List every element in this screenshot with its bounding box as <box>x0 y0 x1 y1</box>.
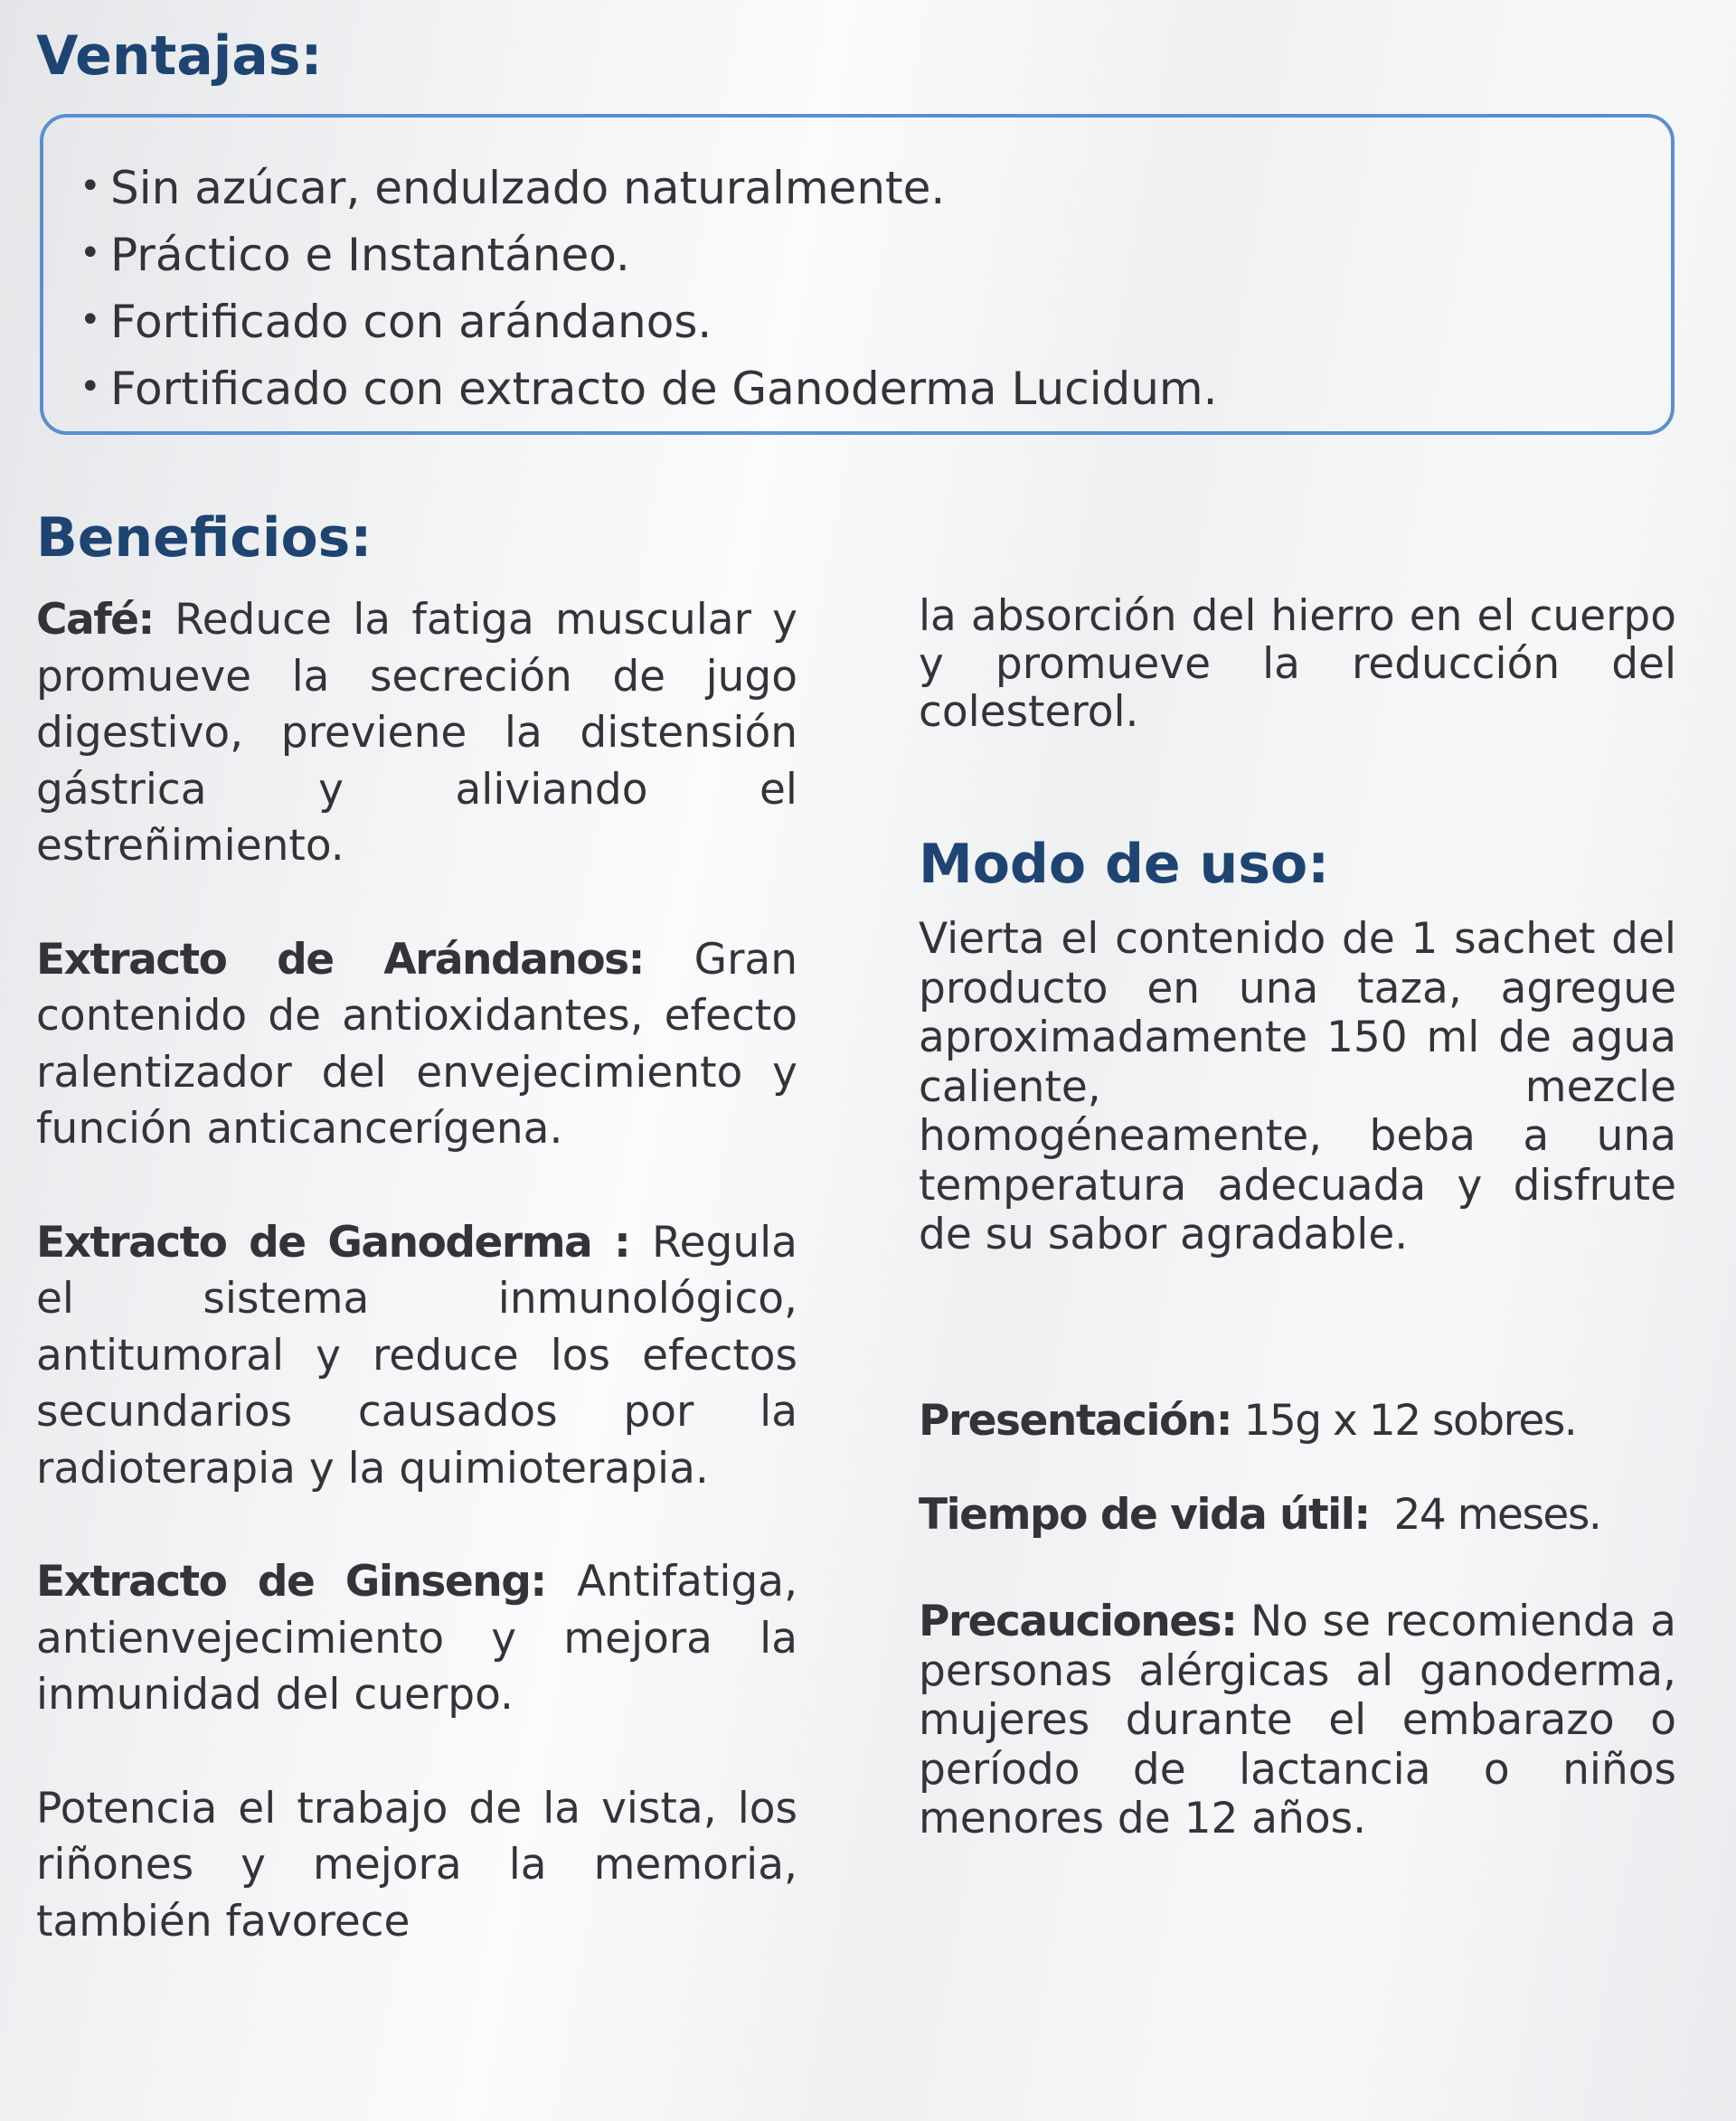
presentacion-value: 15g x 12 sobres. <box>1231 1396 1577 1446</box>
advantages-box <box>40 114 1675 435</box>
presentacion-line <box>919 1396 1577 1446</box>
benefit-ganoderma <box>36 1215 797 1498</box>
benefit-text: Antifatiga, antienvejecimiento y mejora la inmunidad del cuerpo. <box>36 1557 798 1720</box>
modo-de-uso-heading: Modo de uso: <box>919 833 1330 896</box>
benefits-right-column <box>919 592 1676 736</box>
modo-de-uso-text: Vierta el contenido de 1 sachet del producto en una taza, agregue aproximadamente 150 ml de agua caliente, mezcle homogéneamente, beba a una temperatura adecuada y disfrute de su sabor agradable. <box>919 914 1676 1259</box>
vida-util-line <box>919 1490 1601 1540</box>
list-item <box>80 288 1671 354</box>
benefit-text: Reduce la fatiga muscular y promueve la secreción de jugo digestivo, previene la distensión gástrica y aliviando el estreñimiento. <box>36 595 797 871</box>
benefits-left-column <box>36 592 797 1950</box>
list-item <box>80 221 1671 288</box>
vida-util-label: Tiempo de vida útil: <box>919 1490 1370 1540</box>
precauciones-text: No se recomienda a personas alérgicas al ganoderma, mujeres durante el embarazo o período de lactancia o niños menores de 12 años. <box>919 1597 1676 1843</box>
benefit-cafe <box>36 592 797 875</box>
benefit-label: Extracto de Ginseng: <box>36 1557 546 1607</box>
precauciones-paragraph <box>919 1598 1676 1844</box>
vida-util-value: 24 meses. <box>1369 1490 1601 1540</box>
list-item <box>80 154 1671 221</box>
advantages-list <box>80 154 1671 421</box>
benefit-arandanos <box>36 932 797 1158</box>
presentacion-label: Presentación: <box>919 1396 1232 1446</box>
benefit-text: Regula el sistema inmunológico, antitumoral y reduce los efectos secundarios causados por la radioterapia y la quimioterapia. <box>36 1217 797 1494</box>
benefit-label: Extracto de Ganoderma : <box>36 1217 630 1268</box>
bullet-icon: • <box>80 299 101 341</box>
advantage-text: Fortificado con extracto de Ganoderma Lucidum. <box>110 363 1218 415</box>
advantage-text: Fortificado con arándanos. <box>110 296 712 348</box>
benefit-text: Gran contenido de antioxidantes, efecto ralentizador del envejecimiento y función anticancerígena. <box>36 934 797 1154</box>
benefit-potencia: Potencia el trabajo de la vista, los riñones y mejora la memoria, también favorece <box>36 1783 797 1947</box>
advantage-text: Práctico e Instantáneo. <box>110 229 630 281</box>
list-item <box>80 354 1671 421</box>
benefit-label: Extracto de Arándanos: <box>36 934 644 985</box>
benefit-ginseng <box>36 1554 797 1724</box>
bullet-icon: • <box>80 165 101 207</box>
benefit-label: Café: <box>36 595 154 645</box>
beneficios-heading: Beneficios: <box>36 506 373 570</box>
bullet-icon: • <box>80 366 101 408</box>
precauciones-label: Precauciones: <box>919 1597 1237 1646</box>
bullet-icon: • <box>80 232 101 274</box>
ventajas-heading: Ventajas: <box>36 24 323 88</box>
benefit-potencia-continued: la absorción del hierro en el cuerpo y promueve la reducción del colesterol. <box>919 591 1676 737</box>
advantage-text: Sin azúcar, endulzado naturalmente. <box>110 162 946 214</box>
